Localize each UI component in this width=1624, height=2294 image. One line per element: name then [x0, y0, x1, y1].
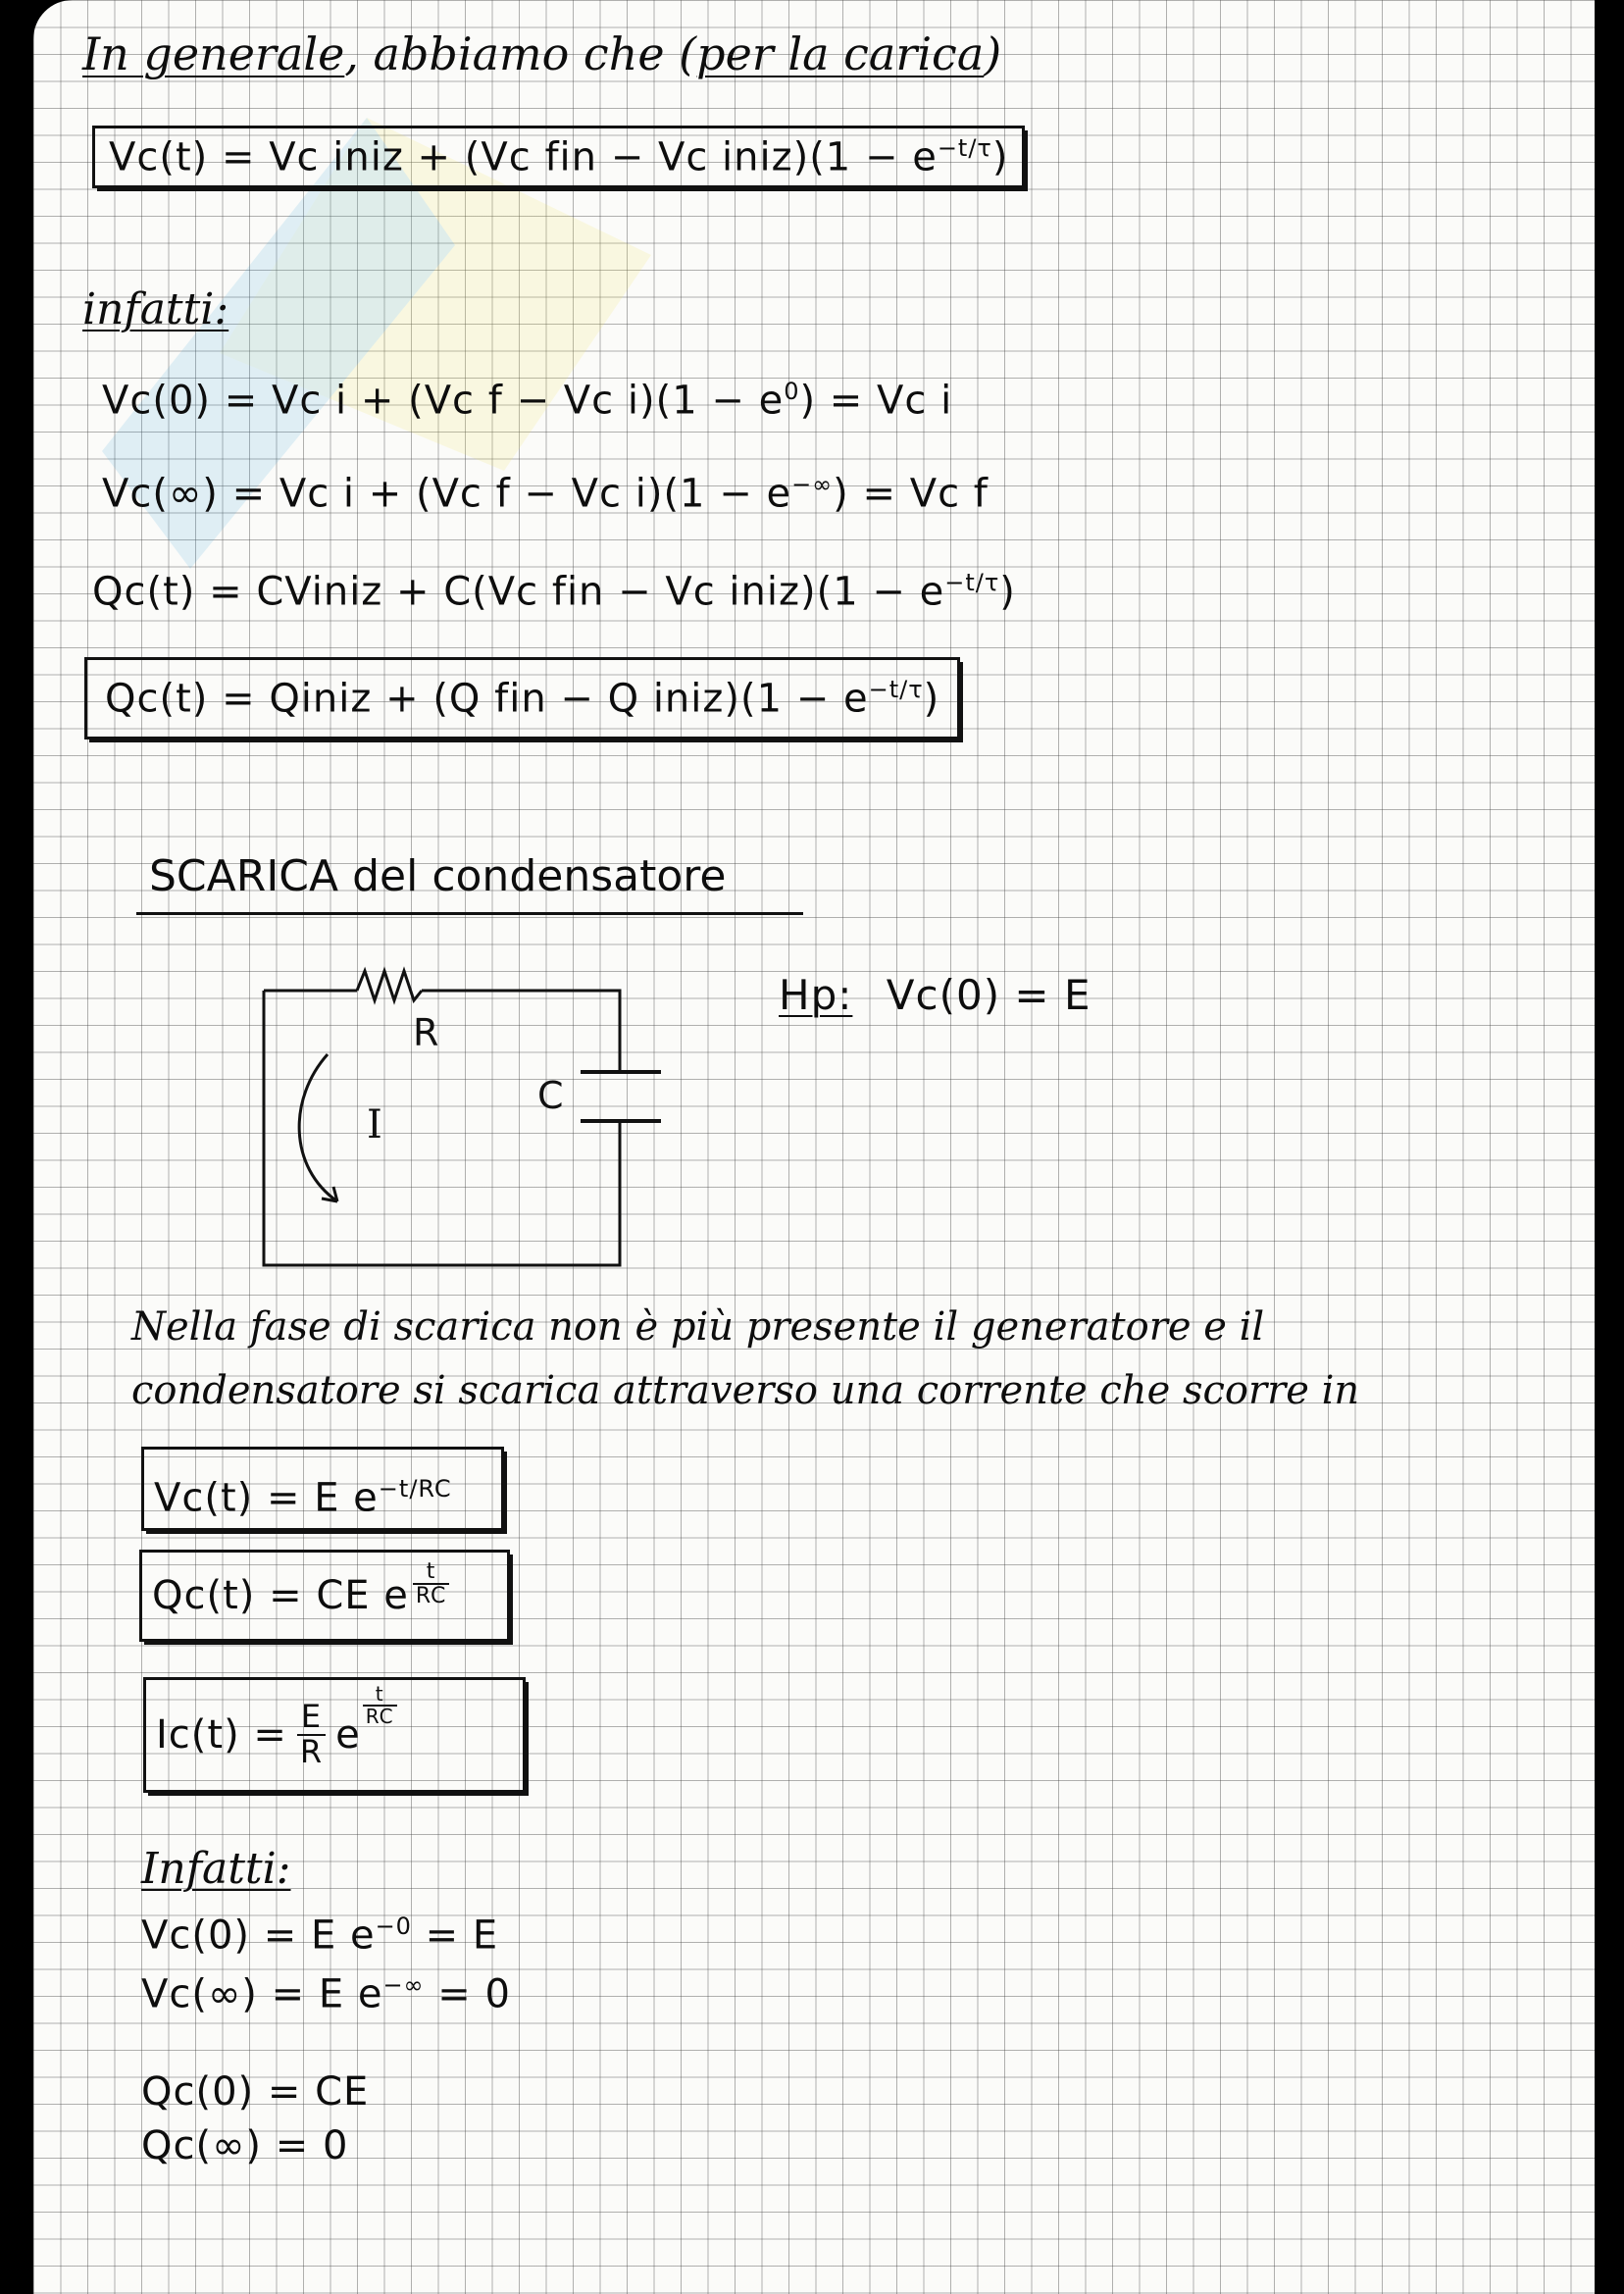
eq1-text: Vc(0) = Vc i + (Vc f − Vc i)(1 − e — [102, 378, 785, 424]
result-vc0 — [141, 1912, 498, 1958]
intro-middle: , abbiamo che ( — [344, 27, 697, 80]
intro-close: ) — [984, 27, 1002, 80]
result-qcinf: Qc(∞) = 0 — [141, 2123, 349, 2168]
circuit-wire-top-right — [422, 991, 620, 1072]
eq2-text: Vc(∞) = Vc i + (Vc f − Vc i)(1 − e — [102, 471, 792, 517]
r1-end: = E — [411, 1912, 499, 1959]
section-title-underline — [136, 912, 803, 915]
formula-q-box — [84, 657, 960, 739]
box1-text: Vc(t) = E e — [154, 1475, 379, 1521]
box2-exp-fraction — [413, 1560, 450, 1607]
formula-q-end: ) — [923, 676, 940, 722]
box2-text: Qc(t) = CE e — [152, 1573, 409, 1618]
equation-qct — [92, 569, 1016, 614]
infatti-label-2: Infatti: — [141, 1844, 291, 1894]
box1-exp: −t/RC — [378, 1475, 452, 1503]
current-label: I — [367, 1102, 382, 1147]
equation-vcinf — [102, 471, 989, 516]
box3-exp-den: RC — [365, 1705, 394, 1728]
equation-vc0 — [102, 378, 952, 423]
formula-qc-discharge-box — [139, 1550, 510, 1642]
intro-prefix: In generale — [82, 27, 345, 80]
box3-mid: e — [335, 1712, 361, 1758]
formula-q: Qc(t) = Qiniz + (Q fin − Q iniz)(1 − e — [105, 676, 869, 722]
result-qc0: Qc(0) = CE — [141, 2069, 370, 2115]
formula-ic-discharge-box — [143, 1677, 526, 1793]
eq3-text: Qc(t) = CViniz + C(Vc fin − Vc iniz)(1 − e — [92, 569, 945, 615]
current-arrow — [299, 1054, 337, 1201]
hypothesis — [779, 971, 1091, 1019]
paragraph-line-1: Nella fase di scarica non è più presente il generatore e il — [131, 1304, 1265, 1350]
formula-main-exp: −t/τ — [937, 134, 992, 162]
formula-main: Vc(t) = Vc iniz + (Vc fin − Vc iniz)(1 − e — [109, 134, 938, 180]
infatti-label-1: infatti: — [82, 284, 229, 334]
box3-num: E — [297, 1701, 326, 1736]
hyp-label: Hp: — [779, 971, 853, 1019]
capacitor-label: C — [537, 1074, 564, 1117]
result-vcinf — [141, 1971, 511, 2016]
r2-text: Vc(∞) = E e — [141, 1971, 383, 2017]
paragraph-line-2: condensatore si scarica attraverso una corrente che scorre in — [131, 1368, 1360, 1413]
box3-fraction — [297, 1698, 326, 1770]
eq1-end: ) = Vc i — [799, 378, 953, 424]
r2-end: = 0 — [424, 1971, 511, 2017]
section-title: SCARICA del condensatore — [149, 851, 727, 901]
box3-lhs: Ic(t) = — [156, 1712, 287, 1758]
eq3-end: ) — [999, 569, 1016, 615]
rc-circuit-diagram — [220, 942, 710, 1285]
intro-suffix: per la carica — [696, 27, 985, 80]
hyp-value: Vc(0) = E — [886, 971, 1091, 1019]
eq2-end: ) = Vc f — [833, 471, 989, 517]
circuit-wire-left-bottom — [264, 991, 620, 1265]
box2-exp-den: RC — [415, 1584, 447, 1609]
resistor-label: R — [413, 1011, 439, 1054]
formula-q-exp: −t/τ — [868, 676, 924, 703]
box3-den: R — [299, 1733, 324, 1770]
formula-vc-discharge-box — [141, 1447, 504, 1531]
formula-main-box — [92, 126, 1025, 188]
box3-exp-num: t — [363, 1684, 397, 1707]
r1-exp: −0 — [375, 1912, 412, 1940]
eq2-exp: −∞ — [791, 471, 834, 498]
r1-text: Vc(0) = E e — [141, 1912, 376, 1959]
notebook-page — [33, 0, 1595, 2294]
box3-exp-fraction — [363, 1684, 397, 1727]
box2-exp-num: t — [413, 1560, 450, 1585]
eq3-exp: −t/τ — [944, 569, 1000, 596]
r2-exp: −∞ — [382, 1971, 425, 1999]
eq1-exp: 0 — [784, 378, 800, 405]
intro-line — [82, 27, 1001, 80]
formula-main-close: ) — [991, 134, 1009, 180]
resistor-symbol — [357, 971, 422, 1000]
